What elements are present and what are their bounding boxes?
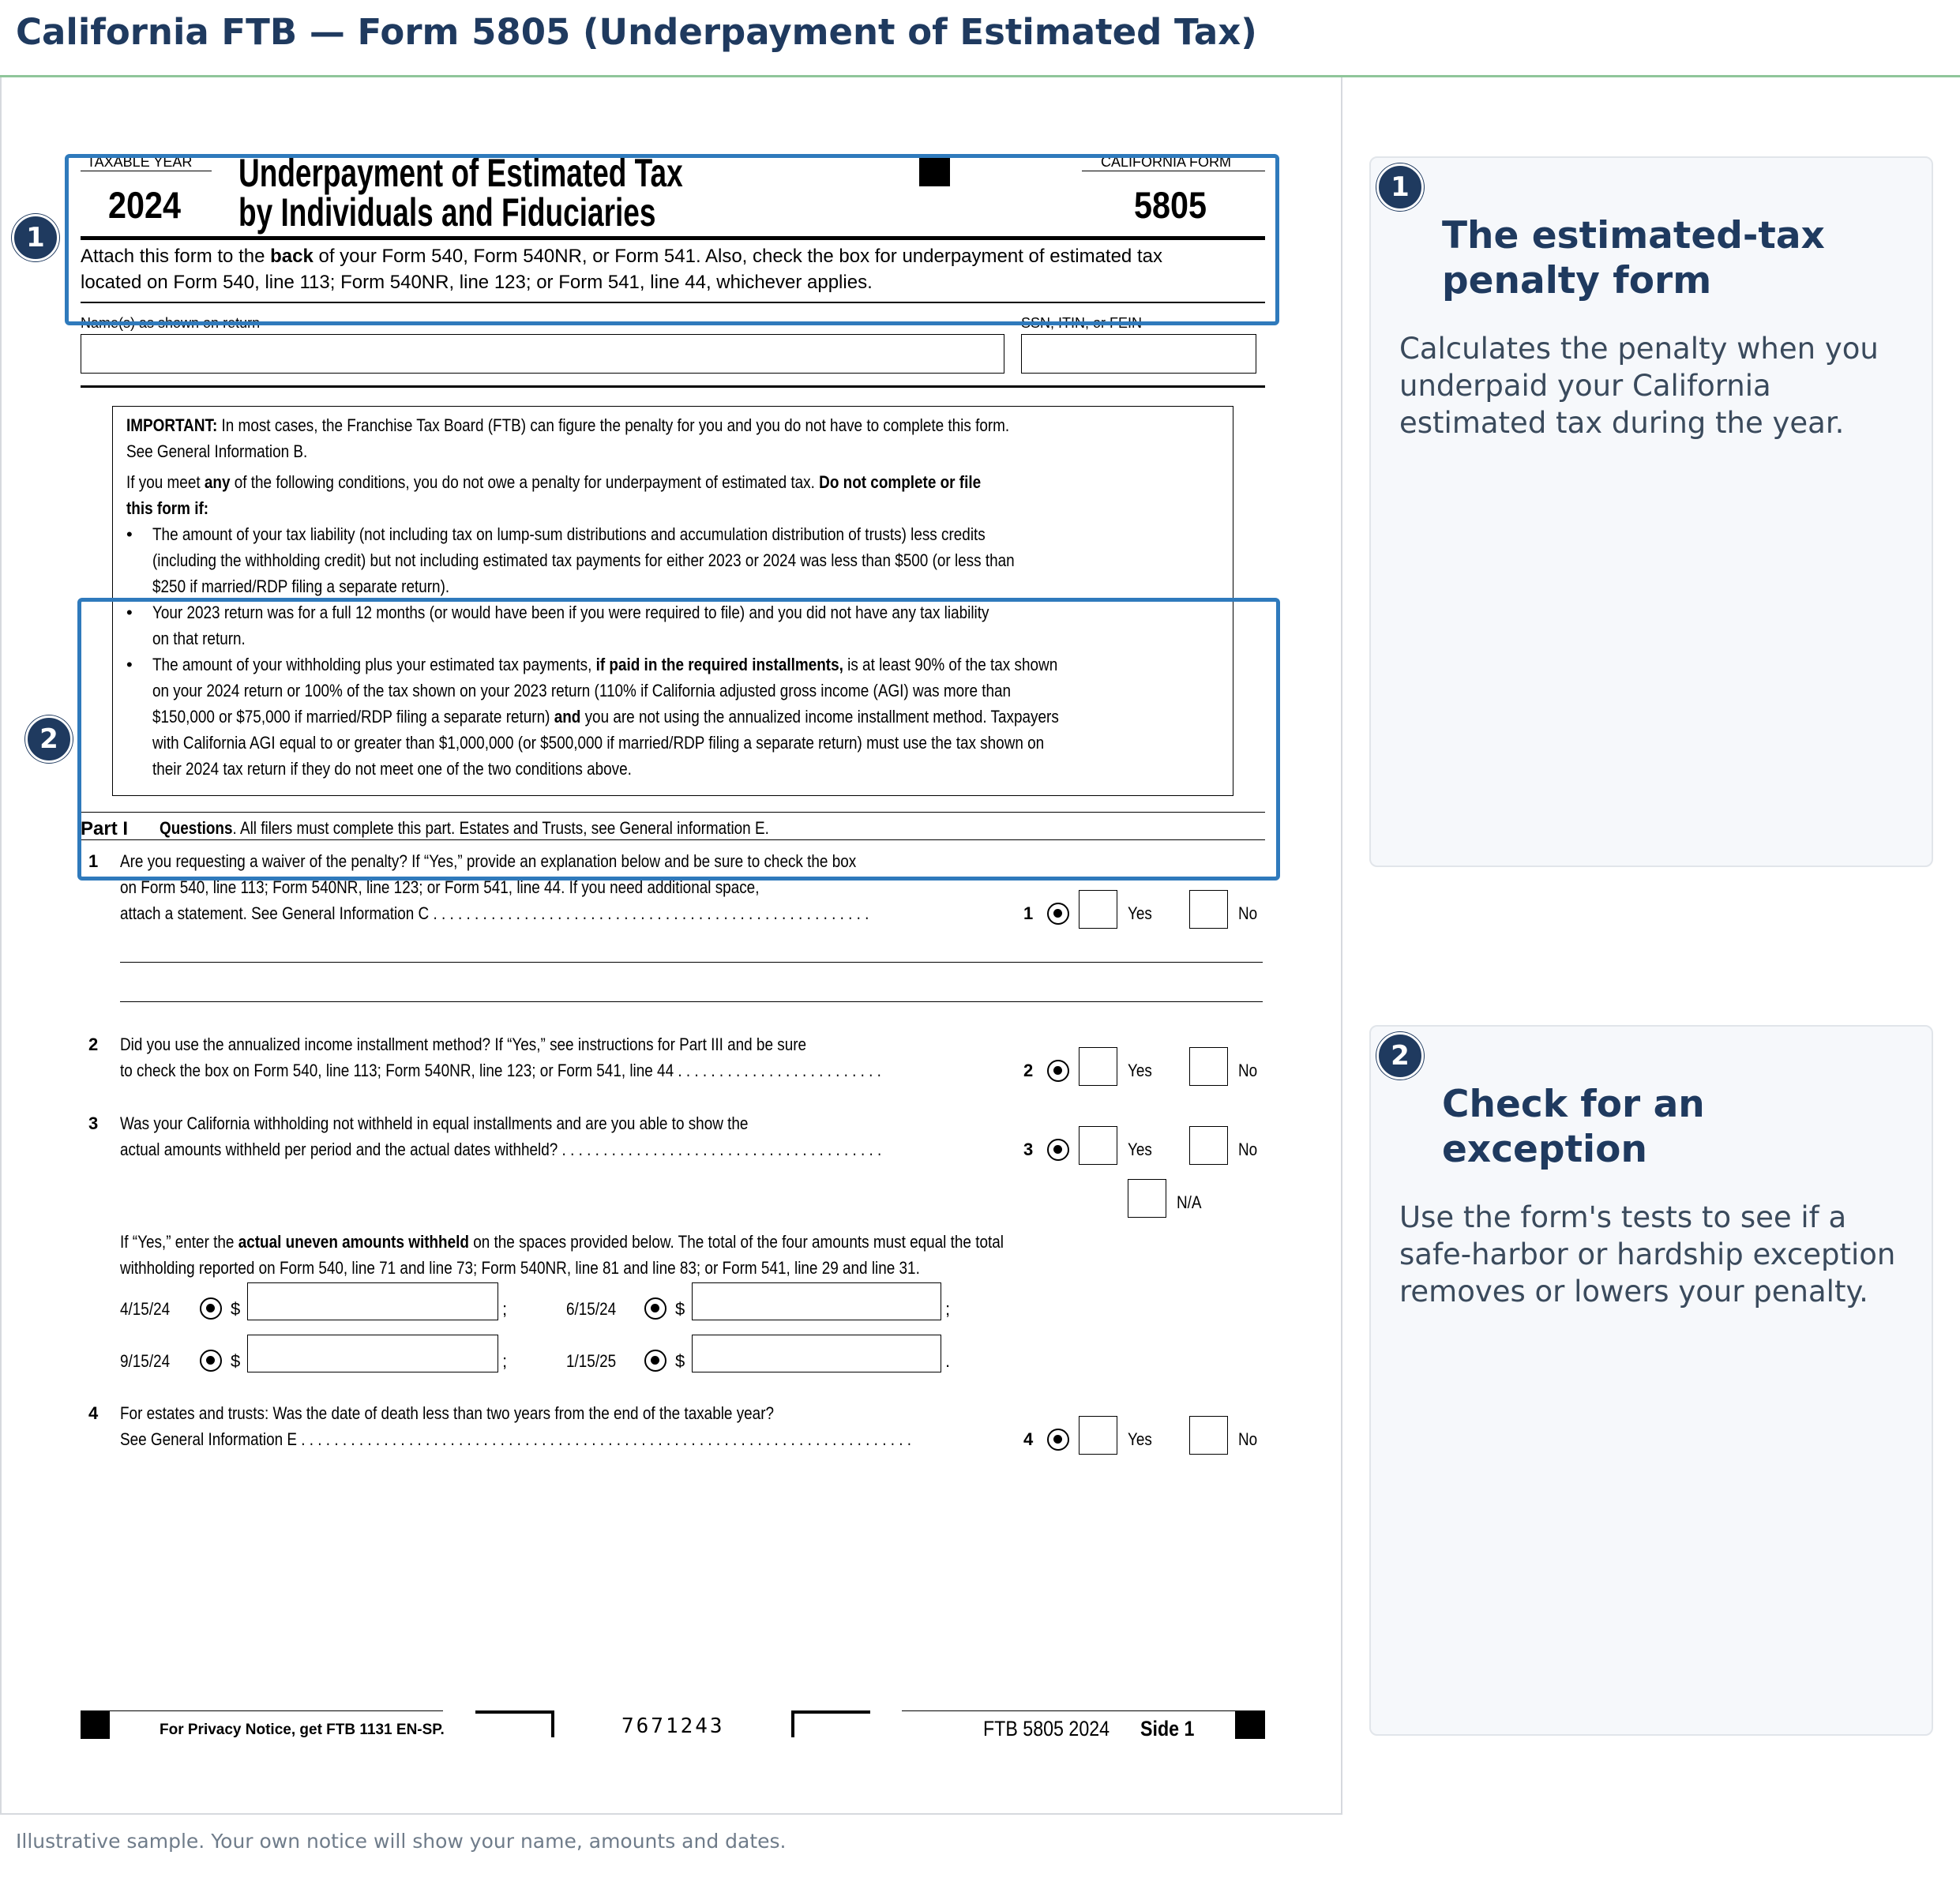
callout-card-2 [1369,1025,1933,1736]
q2-number: 2 [88,1034,99,1054]
important-line4: this form if: [126,498,209,518]
bullet-1: • [126,524,133,544]
q1-explanation-line-2[interactable] [120,1001,1263,1002]
barcode-bracket-right [791,1710,870,1737]
q3-line-ref: 3 [1023,1140,1034,1159]
callout-2-highlight [77,598,1280,881]
q1-no-label: No [1238,903,1258,923]
callout-card-1-number: 1 [1376,163,1424,211]
form-barcode-number: 7671243 [621,1714,725,1738]
q3-line1: Was your California withholding not withheld in equal installments and are you able to show the [120,1113,749,1133]
q2-line2: to check the box on Form 540, line 113; Form 540NR, line 123; or Form 541, line 44 . . . . . . . . . . . . . . . . . . . . . . . . . [120,1061,881,1080]
installment-4-radio-icon[interactable] [644,1350,666,1372]
callout-card-1-body: Calculates the penalty when you underpaid your California estimated tax during the year. [1399,332,1879,440]
taxable-year-label: TAXABLE YEAR [87,154,193,170]
q2-line-ref: 2 [1023,1061,1034,1080]
q4-no-label: No [1238,1429,1258,1449]
q4-line-ref: 4 [1023,1429,1034,1449]
q1-line2: on Form 540, line 113; Form 540NR, line 123; or Form 541, line 44. If you need additional space, [120,877,760,897]
callout-1-marker: 1 [12,214,59,261]
q3-radio-icon[interactable] [1047,1139,1069,1161]
footnote: Illustrative sample. Your own notice will show your name, amounts and dates. [16,1830,787,1853]
attach-instructions-line1: Attach this form to the back of your Form 540, Form 540NR, or Form 541. Also, check the box for underpayment of estimated tax [81,246,1162,267]
important-line1: IMPORTANT: In most cases, the Franchise Tax Board (FTB) can figure the penalty for you and you do not have to complete this form. [126,415,1010,435]
condition-1-line2: (including the withholding credit) but not including estimated tax payments for either 2023 or 2024 was less than $500 (or less than [152,550,1015,570]
california-form-label: CALIFORNIA FORM [1101,154,1232,170]
q3-na-checkbox[interactable] [1128,1179,1166,1218]
q1-yes-checkbox[interactable] [1079,890,1117,929]
condition-1-line1: The amount of your tax liability (not including tax on lump-sum distributions and accumulation distribution of trusts) less credits [152,524,986,544]
installment-3-radio-icon[interactable] [200,1350,222,1372]
installment-4-separator: . [945,1351,951,1371]
q3-number: 3 [88,1113,99,1133]
q1-explanation-line-1[interactable] [120,962,1263,963]
q2-no-label: No [1238,1061,1258,1080]
callout-card-1-title: The estimated-tax penalty form [1442,214,1825,302]
q4-line1: For estates and trusts: Was the date of death less than two years from the end of the taxable year? [120,1403,775,1423]
q4-no-checkbox[interactable] [1189,1416,1228,1455]
q3-yes-label: Yes [1128,1140,1152,1159]
installment-3-currency: $ [231,1351,241,1371]
callout-card-2-title: Check for an exception [1442,1083,1705,1171]
q2-yes-checkbox[interactable] [1079,1047,1117,1086]
part1-label: Part I [81,818,129,839]
q1-line3: attach a statement. See General Information C . . . . . . . . . . . . . . . . . . . . . . . . . . . . . . . . . . . . . . . . . . . . . . . . . . . . . [120,903,869,923]
form-footer-side: Side 1 [1140,1717,1195,1740]
installment-2-currency: $ [675,1299,685,1319]
condition-3-line4: with California AGI equal to or greater than $1,000,000 (or $500,000 if married/RDP filing a separate return) must use the tax shown on [152,733,1045,753]
installment-2-amount-input[interactable] [692,1282,941,1320]
q2-line1: Did you use the annualized income installment method? If “Yes,” see instructions for Part III and be sure [120,1034,807,1054]
footer-registration-mark-right [1235,1710,1265,1739]
q1-radio-icon[interactable] [1047,903,1069,925]
installment-1-separator: ; [502,1299,508,1319]
q1-line-ref: 1 [1023,903,1034,923]
condition-3-line2: on your 2024 return or 100% of the tax shown on your 2023 return (110% if California adjusted gross income (AGI) was more than [152,681,1012,700]
condition-3-line5: their 2024 tax return if they do not meet one of the two conditions above. [152,759,632,779]
attach-instructions-line2: located on Form 540, line 113; Form 540NR, line 123; or Form 541, line 44, whichever applies. [81,272,873,293]
condition-3-line3: $150,000 or $75,000 if married/RDP filing a separate return) and you are not using the annualized income installment method. Taxpayers [152,707,1059,727]
q4-line2: See General Information E . . . . . . . . . . . . . . . . . . . . . . . . . . . . . . . . . . . . . . . . . . . . . . . . . . . . . . . . . . . . . . . . . . . . . . . . . . [120,1429,911,1449]
installment-1-amount-input[interactable] [247,1282,498,1320]
q2-yes-label: Yes [1128,1061,1152,1080]
q3-yes-checkbox[interactable] [1079,1126,1117,1165]
q1-no-checkbox[interactable] [1189,890,1228,929]
form-number: 5805 [1134,184,1207,226]
condition-2-line1: Your 2023 return was for a full 12 months (or would have been if you were required to file) and you did not have any tax liability [152,603,989,622]
footer-registration-mark-left [81,1710,110,1739]
taxable-year: 2024 [108,184,182,226]
ssn-input[interactable] [1021,334,1256,374]
barcode-bracket-left [475,1710,554,1737]
installment-2-separator: ; [945,1299,951,1319]
callout-1-highlight [65,154,1279,325]
installment-4-amount-input[interactable] [692,1335,941,1372]
bullet-2: • [126,603,133,622]
installment-1-currency: $ [231,1299,241,1319]
q3-no-checkbox[interactable] [1189,1126,1228,1165]
installment-3-separator: ; [502,1351,508,1371]
callout-card-1 [1369,156,1933,867]
q3-note-line1: If “Yes,” enter the actual uneven amounts withheld on the spaces provided below. The total of the four amounts must equal the total [120,1232,1004,1252]
ssn-field-label: SSN, ITIN, or FEIN [1021,315,1143,331]
q1-yes-label: Yes [1128,903,1152,923]
callout-card-2-body: Use the form's tests to see if a safe-harbor or hardship exception removes or lowers your penalty. [1399,1200,1896,1309]
form-title-line2: by Individuals and Fiduciaries [238,190,656,235]
q4-yes-checkbox[interactable] [1079,1416,1117,1455]
bullet-3: • [126,655,133,674]
installment-date-3: 9/15/24 [120,1351,171,1371]
q2-no-checkbox[interactable] [1189,1047,1228,1086]
q3-line2: actual amounts withheld per period and the actual dates withheld? . . . . . . . . . . . . . . . . . . . . . . . . . . . . . . . . . . . . . . . [120,1140,882,1159]
condition-2-line2: on that return. [152,629,246,648]
important-line3: If you meet any of the following conditions, you do not owe a penalty for underpayment of estimated tax. Do not complete or file [126,472,982,492]
installment-date-1: 4/15/24 [120,1299,171,1319]
condition-3-line1: The amount of your withholding plus your estimated tax payments, if paid in the required installments, is at least 90% of the tax shown [152,655,1058,674]
installment-2-radio-icon[interactable] [644,1297,666,1320]
important-line2: See General Information B. [126,441,308,461]
q4-number: 4 [88,1403,99,1423]
form-footer-id: FTB 5805 2024 [983,1717,1110,1740]
callout-2-marker: 2 [25,715,73,763]
part1-heading: Questions. All filers must complete this part. Estates and Trusts, see General information E. [160,818,769,838]
callout-card-2-number: 2 [1376,1032,1424,1080]
q4-yes-label: Yes [1128,1429,1152,1449]
condition-1-line3: $250 if married/RDP filing a separate return). [152,576,450,596]
name-input[interactable] [81,334,1004,374]
q3-na-label: N/A [1177,1192,1202,1212]
installment-1-radio-icon[interactable] [200,1297,222,1320]
installment-4-currency: $ [675,1351,685,1371]
privacy-notice: For Privacy Notice, get FTB 1131 EN-SP. [160,1722,445,1738]
form-title-line1: Underpayment of Estimated Tax [238,151,683,195]
q1-line1: Are you requesting a waiver of the penalty? If “Yes,” provide an explanation below and be sure to check the box [120,851,857,871]
installment-3-amount-input[interactable] [247,1335,498,1372]
q4-radio-icon[interactable] [1047,1429,1069,1451]
installment-date-2: 6/15/24 [566,1299,617,1319]
name-field-label: Name(s) as shown on return [81,315,261,331]
q3-no-label: No [1238,1140,1258,1159]
q3-note-line2: withholding reported on Form 540, line 71 and line 73; Form 540NR, line 81 and line 83; or Form 541, line 29 and line 31. [120,1258,920,1278]
q2-radio-icon[interactable] [1047,1060,1069,1082]
form-document [0,77,1342,1815]
page-title: California FTB — Form 5805 (Underpayment of Estimated Tax) [16,11,1257,53]
q1-number: 1 [88,851,99,871]
installment-date-4: 1/15/25 [566,1351,617,1371]
